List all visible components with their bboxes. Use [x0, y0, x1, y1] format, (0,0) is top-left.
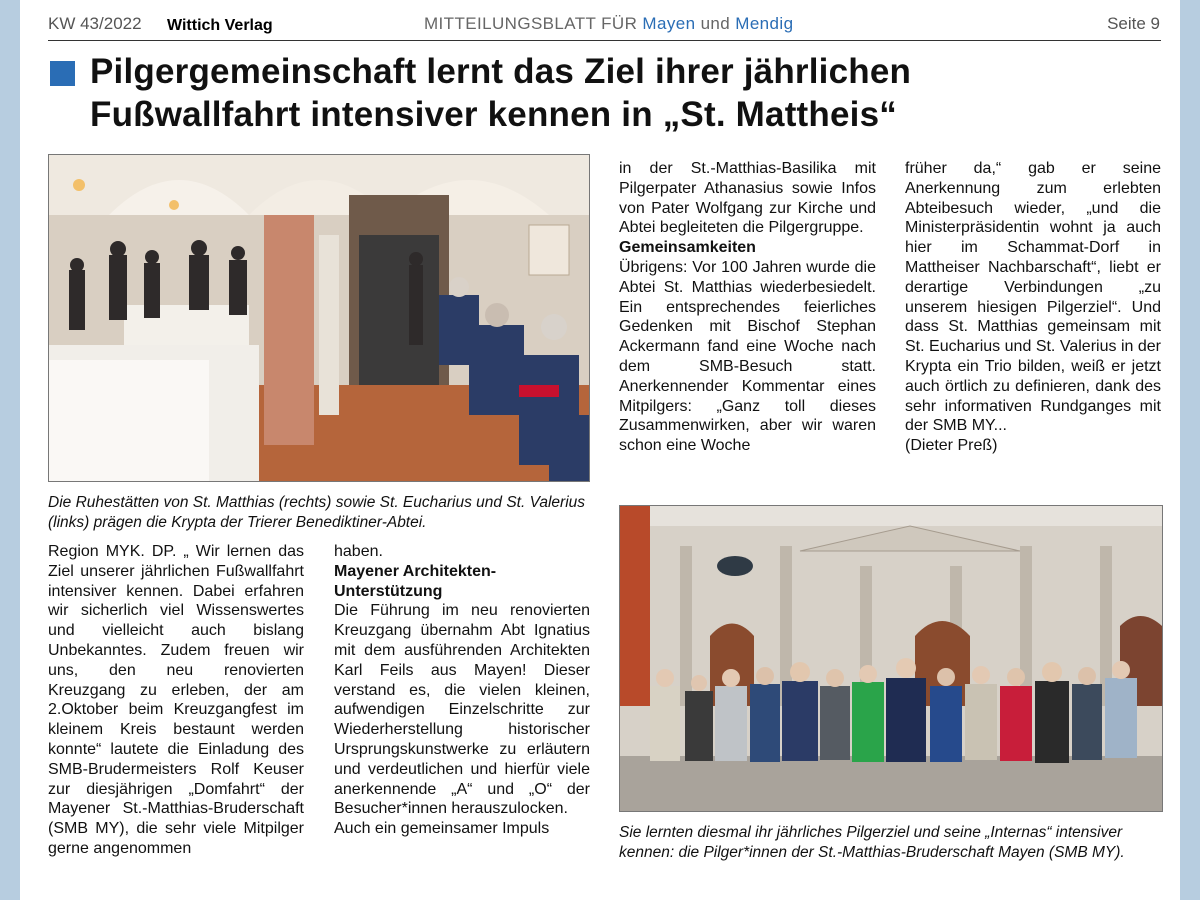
crypt-photo	[48, 154, 590, 482]
crypt-photo-caption: Die Ruhestätten von St. Matthias (rechts) sowie St. Eucharius und St. Valerius (links) prägen die Krypta der Trierer Benediktiner-Abtei.	[48, 494, 586, 531]
article-column-1	[48, 542, 304, 859]
crypt-photo-image	[49, 155, 589, 481]
author-credit: (Dieter Preß)	[905, 437, 998, 455]
issue-number: KW 43/2022	[48, 14, 142, 33]
headline-line-1: Pilgergemeinschaft lernt das Ziel ihrer jährlichen	[90, 52, 912, 91]
bulletin-title	[424, 14, 793, 34]
subheading-architekten: Mayener Architekten-Unterstützung	[334, 562, 497, 600]
column-2-end: Auch ein gemeinsamer Impuls	[334, 820, 550, 838]
town-mendig: Mendig	[735, 14, 794, 33]
column-2-intro: haben.	[334, 543, 383, 560]
headline-marker-square	[50, 61, 75, 86]
bulletin-title-prefix: MITTEILUNGSBLATT FÜR	[424, 14, 638, 33]
column-4-body: früher da,“ gab er seine Anerkennung zum erlebten Abteibesuch wieder, „und die Ministerpräsidentin wohnt ja auch hier im Schammat-Dorf in Mattheiser Nachbarschaft“, liebt er derartige Verbindungen „zu unserem hiesigen Pilgerziel“. Und dass St. Matthias gemeinsam mit St. Eucharius und St. Valerius in der Krypta ein Trio bilden, weiß er jetzt auch örtlich zu definieren, dank des sehr informativen Rundganges mit der SMB MY...	[905, 160, 1161, 435]
page-number: Seite 9	[1107, 14, 1160, 33]
headline-line-2: Fußwallfahrt intensiver kennen in „St. Mattheis“	[90, 95, 897, 134]
column-3-top: in der St.-Matthias-Basilika mit Pilgerpater Athanasius sowie Infos von Pater Wolfgang zur Kirche und Abtei begleiteten die Pilgergruppe.	[619, 160, 876, 237]
article-column-3	[619, 159, 876, 456]
column-1-text: Region MYK. DP. „ Wir lernen das Ziel unserer jährlichen Fußwallfahrt intensiver kennen. Dabei erfahren wir sicherlich viel Wissenswertes und vielleicht auch bislang Unbekanntes. Zudem freuen wir uns, den neu renovierten Kreuzgang zu erleben, der am 2.Oktober beim Kreuzgangfest im kleinem Kreis bestaunt werden konnte“ lautete die Einladung des SMB-Brudermeisters Rolf Keuser zur diesjährigen „Domfahrt“ der Mayener St.-Matthias-Bruderschaft (SMB MY), die sehr viele Mitpilger gerne angenommen	[48, 543, 304, 857]
group-photo-caption: Sie lernten diesmal ihr jährliches Pilgerziel und seine „Internas“ intensiver kennen: die Pilger*innen der St.-Matthias-Bruderschaft Mayen (SMB MY).	[619, 824, 1125, 861]
subheading-gemeinsamkeiten: Gemeinsamkeiten	[619, 239, 756, 257]
publisher-name: Wittich Verlag	[167, 17, 273, 34]
title-and: und	[700, 14, 731, 33]
header-divider	[48, 40, 1161, 41]
group-photo	[619, 505, 1163, 812]
group-photo-image	[620, 506, 1162, 811]
column-2-body: Die Führung im neu renovierten Kreuzgang übernahm Abt Ignatius mit dem ausführenden Architekten Karl Feils aus Mayen! Dieser verstand es, die vielen kleinen, aufwendigen Einzelschritte zur Wiederherstellung historischer Ursprungskunstwerke zu erläutern und verdeutlichen und hierfür viele anerkennende „A“ und „O“ der Besucher*innen herauszulocken.	[334, 602, 590, 818]
newspaper-page	[20, 0, 1180, 900]
column-3-body: Übrigens: Vor 100 Jahren wurde die Abtei St. Matthias wiederbesiedelt. Ein entsprechendes feierliches Gedenken mit Bischof Stephan Ackermann fand eine Woche nach dem SMB-Besuch statt. Anerkennender Kommentar eines Mitpilgers: „Ganz toll dieses Zusammenwirken, aber wir waren schon eine Woche	[619, 258, 876, 455]
town-mayen: Mayen	[642, 14, 696, 33]
article-column-2	[334, 542, 590, 839]
article-headline	[90, 50, 1170, 136]
article-column-4	[905, 159, 1161, 456]
